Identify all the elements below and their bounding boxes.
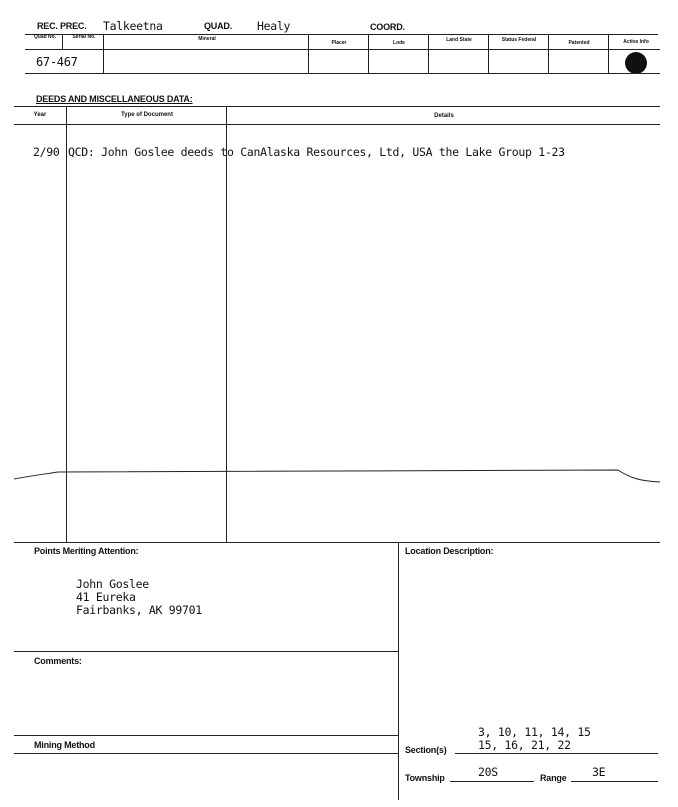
mining-method-bottom-rule (14, 753, 398, 754)
deeds-title: DEEDS AND MISCELLANEOUS DATA: (36, 94, 193, 104)
comments-label: Comments: (34, 656, 82, 666)
sections-underline (455, 753, 658, 754)
range-label: Range (540, 773, 567, 783)
col-details: Details (434, 113, 454, 119)
col-mineral: Mineral (198, 36, 216, 42)
sections-line-1: 3, 10, 11, 14, 15 (478, 725, 591, 739)
vertical-divider (398, 542, 399, 800)
rec-prec-label: REC. PREC. (37, 21, 87, 31)
col-type-of-document: Type of Document (121, 112, 173, 118)
rec-prec-value: Talkeetna (103, 19, 163, 33)
mining-method-label: Mining Method (34, 740, 95, 750)
lower-section-rule (14, 542, 660, 543)
points-label: Points Meriting Attention: (34, 546, 139, 556)
range-value: 3E (592, 765, 606, 779)
coord-label: COORD. (370, 22, 405, 32)
col-patented: Patented (568, 40, 590, 46)
deed-entry-text: QCD: John Goslee deeds to CanAlaska Resources, Ltd, USA the Lake Group 1-23 (68, 145, 565, 159)
range-underline (571, 781, 658, 782)
comments-rule (14, 651, 398, 652)
sections-label: Section(s) (405, 745, 447, 755)
deed-entry-year: 2/90 (33, 145, 60, 159)
col-year: Year (33, 112, 47, 118)
sections-line-2: 15, 16, 21, 22 (478, 738, 571, 752)
mining-method-top-rule (14, 735, 398, 736)
quad-label: QUAD. (204, 21, 232, 31)
col-quad-no: Quad No. (33, 34, 57, 40)
col-active-info: Active Info (623, 39, 649, 45)
township-label: Township (405, 773, 445, 783)
quad-serial-value: 67-467 (36, 55, 78, 69)
col-status-federal: Status Federal (501, 37, 537, 43)
col-lode: Lode (393, 40, 405, 46)
points-line: 41 Eureka (76, 590, 136, 604)
township-value: 20S (478, 765, 498, 779)
col-serial-no: Serial No. (72, 34, 96, 40)
col-land-state: Land State (446, 37, 472, 43)
quad-value: Healy (257, 19, 291, 33)
points-lines (76, 578, 202, 617)
township-underline (450, 781, 534, 782)
points-line: John Goslee (76, 577, 149, 591)
col-placer: Placer (331, 40, 347, 46)
points-line: Fairbanks, AK 99701 (76, 603, 202, 617)
location-label: Location Description: (405, 546, 494, 556)
